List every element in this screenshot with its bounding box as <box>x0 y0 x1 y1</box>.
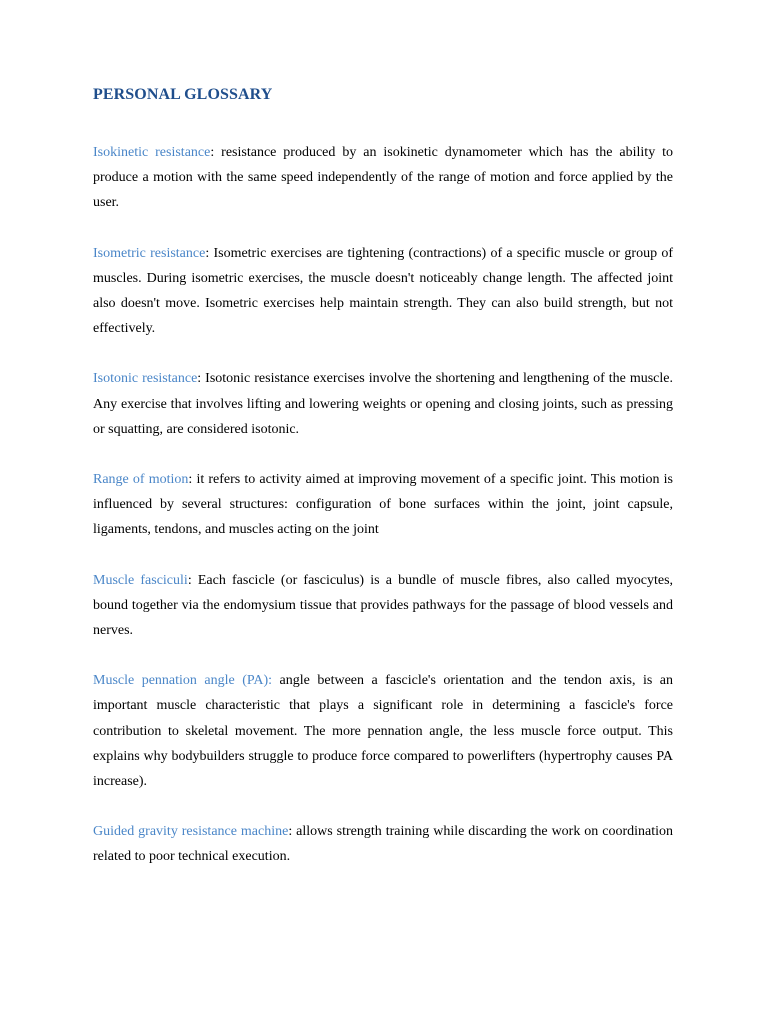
term-separator: : <box>288 824 297 840</box>
glossary-definition: Each fascicle (or fasciculus) is a bundle of muscle fibres, also called myocytes, bound together via the endomysium tissue that provides pathways for the passage of blood vessels and nerves. <box>93 572 674 639</box>
glossary-entry <box>93 366 673 442</box>
glossary-term: Isokinetic resistance <box>93 145 211 160</box>
glossary-entry <box>93 241 673 342</box>
glossary-term: Isometric resistance <box>93 245 206 261</box>
glossary-definition: resistance produced by an isokinetic dynamometer which has the ability to produce a motion with the same speed independently of the range of motion and force applied by the user. <box>93 145 674 211</box>
term-separator <box>272 673 280 688</box>
term-separator: : <box>210 145 222 160</box>
glossary-entry <box>93 140 673 216</box>
glossary-definition: it refers to activity aimed at improving movement of a specific joint. This motion is influenced by several structures: configuration of bone surfaces within the joint, joint capsule, ligaments, tendons, and muscles acting on the joint <box>93 472 674 538</box>
glossary-definition: angle between a fascicle's orientation and the tendon axis, is an important muscle characteristic that plays a significant role in determining a fascicle's force contribution to skeletal movement. The more pennation angle, the less muscle force output. This explains why bodybuilders struggle to produce force compared to powerlifters (hypertrophy causes PA increase). <box>93 673 674 790</box>
glossary-definition: allows strength training while discarding the work on coordination related to poor technical execution. <box>93 824 674 865</box>
term-separator: : <box>197 371 206 387</box>
glossary-entry <box>93 819 673 869</box>
glossary-term: Muscle fasciculi <box>93 572 188 588</box>
glossary-term: Range of motion <box>93 472 189 488</box>
glossary-definition: Isotonic resistance exercises involve the shortening and lengthening of the muscle. Any exercise that involves lifting and lowering weights or opening and closing joints, such as pressing or squatting, are considered isotonic. <box>93 371 673 437</box>
glossary-entry <box>93 668 673 794</box>
glossary-definition: Isometric exercises are tightening (contractions) of a specific muscle or group of muscles. During isometric exercises, the muscle doesn't noticeably change length. The affected joint also doesn't move. Isometric exercises help maintain strength. They can also build strength, but not effectively. <box>93 245 673 337</box>
term-separator: : <box>187 572 198 588</box>
glossary-entry <box>93 568 673 644</box>
glossary-term: Muscle pennation angle (PA): <box>93 673 273 689</box>
term-separator: : <box>205 245 214 261</box>
page-title: PERSONAL GLOSSARY <box>93 86 273 103</box>
term-separator: : <box>188 472 197 488</box>
glossary-term: Isotonic resistance <box>93 371 198 387</box>
document-page <box>93 86 673 895</box>
glossary-entry <box>93 467 673 543</box>
glossary-term: Guided gravity resistance machine <box>93 824 289 840</box>
